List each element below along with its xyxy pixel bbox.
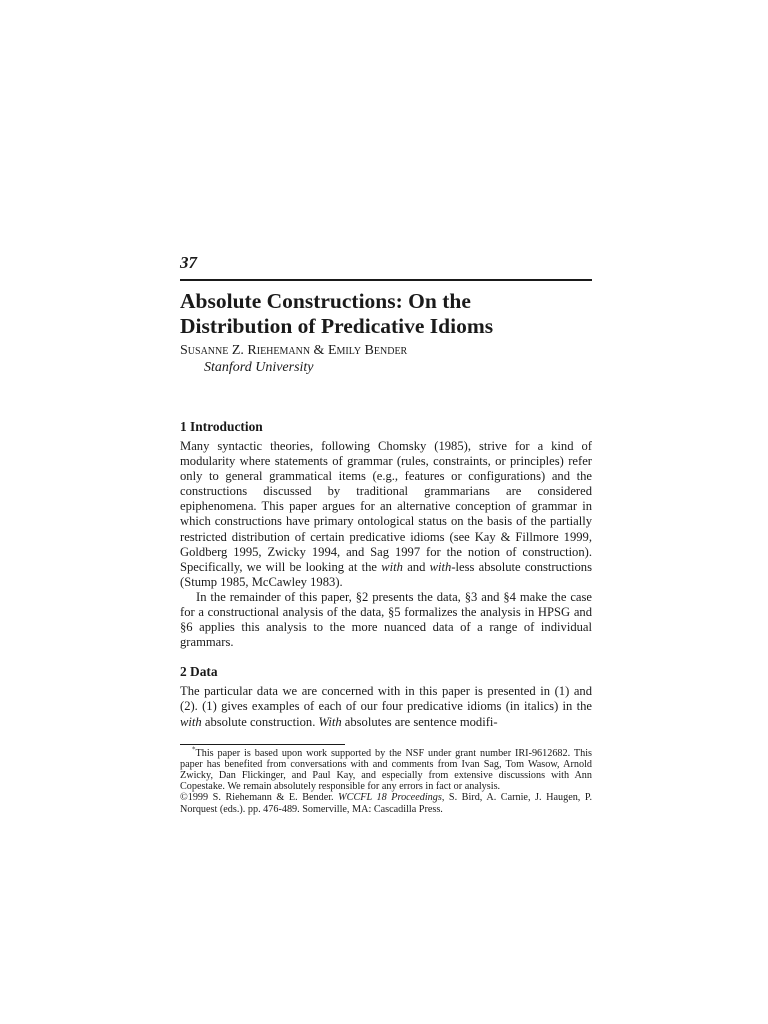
authors: Susanne Z. Riehemann & Emily Bender xyxy=(180,343,408,358)
paper-title xyxy=(180,289,592,338)
section-heading-data: 2 Data xyxy=(180,664,218,680)
title-line-1: Absolute Constructions: On the xyxy=(180,289,471,313)
data-paragraph-1: The particular data we are concerned with in this paper is presented in (1) and (2). (1) gives examples of each of our four predicative idioms (in italics) in the with absolute construction. With absolutes are sentence modifi- xyxy=(180,684,592,729)
acknowledgement-footnote: *This paper is based upon work supported by the NSF under grant number IRI-9612682. This paper has benefited from conversations with and comments from Ivan Sag, Tom Wasow, Arnold Zwicky, Dan Flickinger, and Paul Kay, and especially from extensive discussions with Ann Copestake. We remain absolutely responsible for any errors in fact or analysis. xyxy=(180,745,592,793)
paper-page xyxy=(180,252,592,815)
chapter-number: 37 xyxy=(180,253,197,272)
intro-paragraph-1: Many syntactic theories, following Chomsky (1985), strive for a kind of modularity where statements of grammar (rules, constraints, or principles) refer only to general grammatical items (e.g., features or configurations) and the constructions discussed by traditional grammarians are considered epiphenomena. This paper argues for an alternative conception of grammar in which constructions have primary ontological status on the basis of the partially restricted distribution of certain predicative idioms (see Kay & Fillmore 1999, Goldberg 1995, Zwicky 1994, and Sag 1997 for the notion of construction). Specifically, we will be looking at the with and with-less absolute constructions (Stump 1985, McCawley 1983). xyxy=(180,439,592,589)
title-line-2: Distribution of Predicative Idioms xyxy=(180,313,494,338)
affiliation: Stanford University xyxy=(204,360,314,375)
intro-paragraph-2: In the remainder of this paper, §2 presents the data, §3 and §4 make the case for a constructional analysis of the data, §5 formalizes the analysis in HPSG and §6 applies this analysis to the more nuanced data of a range of individual grammars. xyxy=(180,589,592,650)
section-heading-introduction: 1 Introduction xyxy=(180,419,263,434)
footnote-rule xyxy=(180,744,345,745)
copyright-notice: ©1999 S. Riehemann & E. Bender. WCCFL 18 Proceedings, S. Bird, A. Carnie, J. Haugen, P. Norquest (eds.). pp. 476-489. Somerville, MA: Cascadilla Press. xyxy=(180,792,592,815)
header-rule xyxy=(180,279,592,281)
